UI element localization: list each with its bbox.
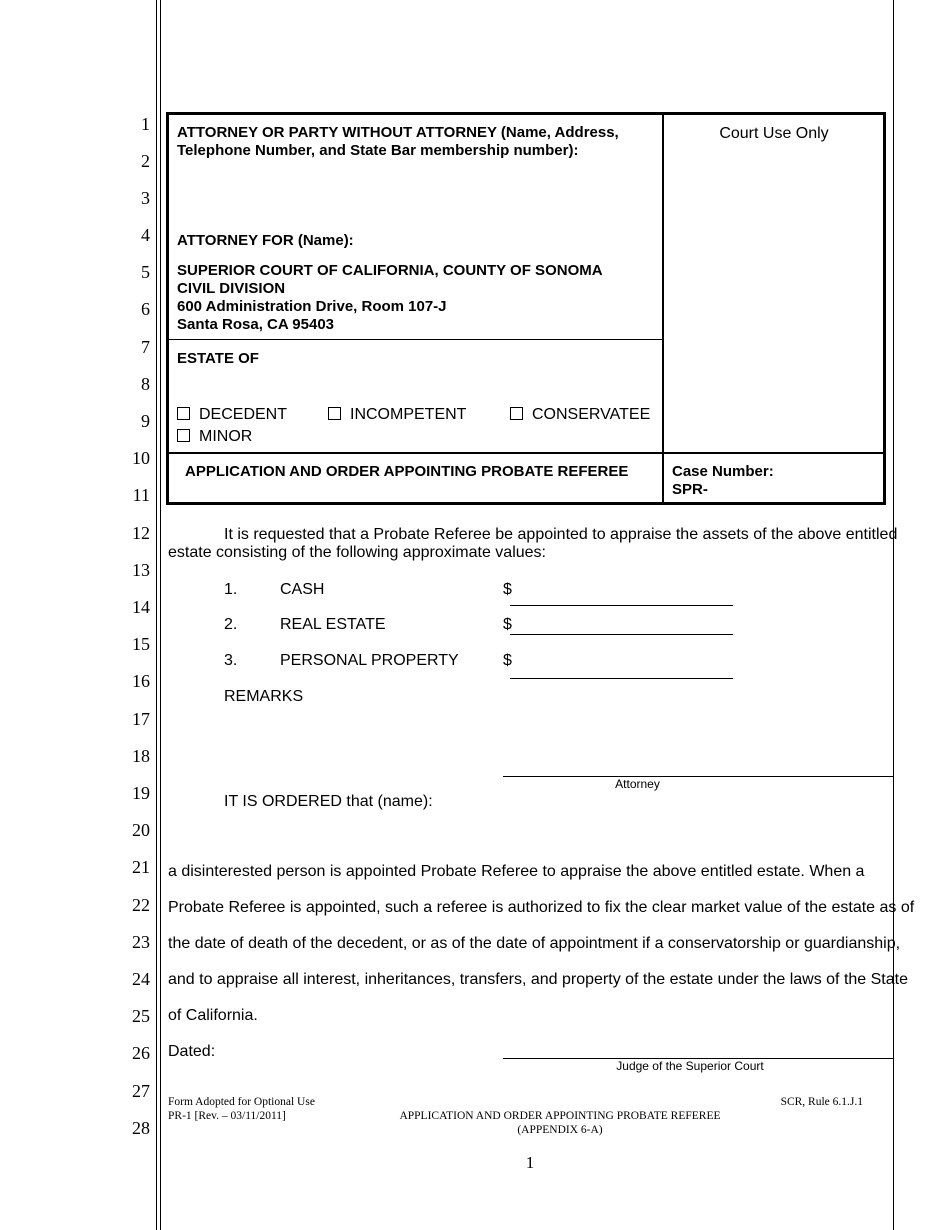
order-line-1: a disinterested person is appointed Probate Referee to appraise the above entitled estate. When a xyxy=(168,863,865,880)
line-number: 10 xyxy=(132,448,150,468)
line-number: 27 xyxy=(132,1081,150,1101)
line-number: 23 xyxy=(132,932,150,952)
footer-center-line-1: APPLICATION AND ORDER APPOINTING PROBATE REFEREE xyxy=(399,1110,721,1122)
item-currency: $ xyxy=(503,616,512,633)
line-number: 8 xyxy=(141,374,150,394)
item-label: REAL ESTATE xyxy=(280,616,386,633)
left-margin-rule-inner xyxy=(160,0,161,1230)
line-number: 1 xyxy=(141,114,150,134)
checkbox-conservatee-label: CONSERVATEE xyxy=(532,406,651,423)
order-line-5: of California. xyxy=(168,1007,258,1024)
footer-left xyxy=(168,1095,315,1123)
line-number: 18 xyxy=(132,746,150,766)
item-number: 2. xyxy=(224,616,238,633)
form-title: APPLICATION AND ORDER APPOINTING PROBATE REFEREE xyxy=(185,463,629,480)
attorney-label-line-1: ATTORNEY OR PARTY WITHOUT ATTORNEY (Name, Address, xyxy=(177,124,619,141)
case-number-prefix: SPR- xyxy=(672,481,708,498)
line-number: 26 xyxy=(132,1043,150,1063)
court-line-3: 600 Administration Drive, Room 107-J xyxy=(177,298,447,315)
case-number-label: Case Number: xyxy=(672,463,774,480)
left-margin-rule-outer xyxy=(156,0,157,1230)
court-line-2: CIVIL DIVISION xyxy=(177,280,286,297)
order-line-2: Probate Referee is appointed, such a referee is authorized to fix the clear market value of the estate as of xyxy=(168,899,915,916)
ordered-label: IT IS ORDERED that (name): xyxy=(224,793,433,810)
court-line-1: SUPERIOR COURT OF CALIFORNIA, COUNTY OF SONOMA xyxy=(177,262,603,279)
footer-left-line-1: Form Adopted for Optional Use xyxy=(168,1096,315,1108)
page-number: 1 xyxy=(525,1153,535,1172)
line-number: 7 xyxy=(141,337,150,357)
line-number: 4 xyxy=(141,225,150,245)
line-number: 3 xyxy=(141,188,150,208)
checkbox-minor-label: MINOR xyxy=(199,428,253,445)
line-number: 19 xyxy=(132,783,150,803)
checkbox-icon[interactable] xyxy=(328,407,341,420)
judge-signature-label: Judge of the Superior Court xyxy=(616,1059,764,1073)
dated-label: Dated: xyxy=(168,1043,216,1060)
checkbox-icon[interactable] xyxy=(177,407,190,420)
line-number: 28 xyxy=(132,1118,150,1138)
checkbox-decedent[interactable] xyxy=(177,405,287,424)
line-number: 21 xyxy=(132,857,150,877)
item-currency: $ xyxy=(503,581,512,598)
line-number: 22 xyxy=(132,895,150,915)
line-number: 11 xyxy=(132,485,150,505)
footer-center xyxy=(350,1109,770,1137)
attorney-label xyxy=(177,124,619,160)
caption-divider-title xyxy=(168,452,884,454)
right-margin-rule xyxy=(893,0,894,1230)
personal-property-amount-field[interactable] xyxy=(510,678,733,679)
footer-right: SCR, Rule 6.1.J.1 xyxy=(780,1096,863,1108)
item-number: 1. xyxy=(224,581,238,598)
court-address xyxy=(177,262,603,334)
footer-left-line-2: PR-1 [Rev. – 03/11/2011] xyxy=(168,1110,286,1122)
caption-divider-vertical xyxy=(662,112,664,505)
cash-amount-field[interactable] xyxy=(510,605,733,606)
checkbox-incompetent[interactable] xyxy=(328,405,466,424)
real-estate-amount-field[interactable] xyxy=(510,634,733,635)
checkbox-icon[interactable] xyxy=(177,429,190,442)
caption-divider-estate xyxy=(168,339,663,340)
item-number: 3. xyxy=(224,652,238,669)
line-number: 17 xyxy=(132,709,150,729)
line-number: 12 xyxy=(132,523,150,543)
remarks-label: REMARKS xyxy=(224,688,304,705)
attorney-signature-label: Attorney xyxy=(615,777,660,791)
attorney-for-label: ATTORNEY FOR (Name): xyxy=(177,232,354,249)
line-number: 9 xyxy=(141,411,150,431)
checkbox-icon[interactable] xyxy=(510,407,523,420)
estate-of-label: ESTATE OF xyxy=(177,350,259,367)
court-line-4: Santa Rosa, CA 95403 xyxy=(177,316,335,333)
footer-center-line-2: (APPENDIX 6-A) xyxy=(517,1124,603,1136)
intro-line-2: estate consisting of the following approximate values: xyxy=(168,544,546,561)
line-number: 16 xyxy=(132,671,150,691)
line-number: 6 xyxy=(141,299,150,319)
line-number: 25 xyxy=(132,1006,150,1026)
line-number: 2 xyxy=(141,151,150,171)
item-currency: $ xyxy=(503,652,512,669)
checkbox-decedent-label: DECEDENT xyxy=(199,406,288,423)
checkbox-incompetent-label: INCOMPETENT xyxy=(350,406,467,423)
line-number: 13 xyxy=(132,560,150,580)
court-use-only-label: Court Use Only xyxy=(719,125,829,142)
line-number: 14 xyxy=(132,597,150,617)
item-label: CASH xyxy=(280,581,325,598)
item-label: PERSONAL PROPERTY xyxy=(280,652,459,669)
order-line-3: the date of death of the decedent, or as of the date of appointment if a conservatorship or guardianship, xyxy=(168,935,901,952)
line-number: 5 xyxy=(141,262,150,282)
line-number: 24 xyxy=(132,969,150,989)
intro-line-1: It is requested that a Probate Referee be appointed to appraise the assets of the above entitled xyxy=(224,526,898,543)
checkbox-minor[interactable] xyxy=(177,427,252,446)
checkbox-conservatee[interactable] xyxy=(510,405,650,424)
attorney-label-line-2: Telephone Number, and State Bar membership number): xyxy=(177,142,579,159)
line-number: 15 xyxy=(132,634,150,654)
case-number xyxy=(672,463,774,499)
line-number: 20 xyxy=(132,820,150,840)
order-line-4: and to appraise all interest, inheritances, transfers, and property of the estate under the laws of the State xyxy=(168,971,908,988)
